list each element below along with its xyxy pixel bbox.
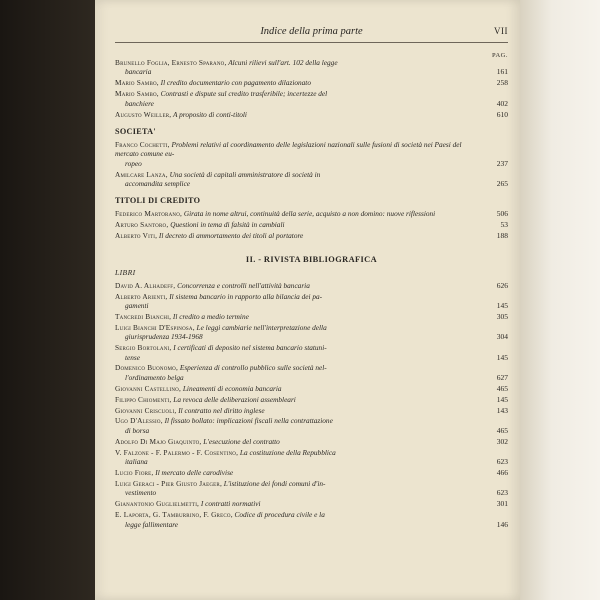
entry-title: I contratti normativi bbox=[199, 499, 261, 509]
running-head-title: Indice della prima parte bbox=[260, 26, 363, 37]
entry-title: Il decreto di ammortamento dei titoli al portatore bbox=[157, 231, 304, 241]
entry-page-number: 301 bbox=[496, 499, 508, 509]
entry-title-continuation: di borsa bbox=[125, 425, 150, 435]
entry-title-continuation: accomandita semplice bbox=[125, 179, 191, 189]
entry-author: Filippo Chiomenti, bbox=[115, 394, 172, 404]
entry-page-number: 265 bbox=[496, 179, 508, 189]
entry-title: Problemi relativi al coordinamento delle legislazioni nazionali sulle fusioni di società nei Paesi del mercato comune eu- bbox=[115, 139, 462, 159]
entry-page-number: 623 bbox=[496, 488, 508, 498]
entry-title: Il mercato delle carodivise bbox=[153, 468, 234, 477]
index-entry bbox=[115, 78, 508, 87]
entry-title: La revoca delle deliberazioni assembleari bbox=[171, 394, 296, 404]
entry-page-number: 623 bbox=[496, 457, 508, 467]
entry-page-number: 626 bbox=[496, 280, 508, 290]
entry-author: Gianantonio Guglielmetti, bbox=[115, 499, 200, 509]
index-entry bbox=[115, 220, 508, 229]
entry-title: Il contratto nel diritto inglese bbox=[176, 405, 265, 415]
entry-title: A proposito di conti-titoli bbox=[171, 109, 247, 119]
entry-author: Tancredi Bianchi, bbox=[115, 311, 172, 321]
entry-author: Alberto Viti, bbox=[115, 231, 158, 241]
index-content bbox=[115, 58, 508, 530]
entry-author: Giovanni Castellino, bbox=[115, 383, 182, 393]
entry-page-number: 610 bbox=[496, 109, 508, 119]
entry-page-number: 145 bbox=[496, 394, 508, 404]
entry-title-continuation: legge fallimentare bbox=[125, 519, 179, 529]
entry-title-continuation: tense bbox=[125, 352, 140, 362]
entry-page-number: 188 bbox=[496, 231, 508, 241]
entry-page-number: 143 bbox=[496, 405, 508, 415]
entry-title: Alcuni rilievi sull'art. 102 della legge bbox=[226, 58, 338, 67]
entry-page-number: 304 bbox=[496, 332, 508, 342]
index-entry bbox=[115, 384, 508, 393]
subsection-heading: LIBRI bbox=[115, 267, 136, 277]
entry-author: Mario Sambo, bbox=[115, 78, 159, 88]
section-heading: TITOLI DI CREDITO bbox=[115, 196, 201, 206]
index-entry bbox=[115, 281, 508, 290]
index-entry bbox=[115, 231, 508, 240]
book-edge-left bbox=[0, 0, 95, 600]
entry-title: Esperienza di controllo pubblico sulle società nel- bbox=[178, 363, 327, 373]
entry-title: Una società di capitali amministratore di società in bbox=[167, 169, 321, 179]
index-entry bbox=[115, 499, 508, 508]
entry-page-number: 53 bbox=[500, 220, 508, 230]
entry-page-number: 258 bbox=[496, 78, 508, 88]
entry-author: Brunello Foglia, Ernesto Sparano, bbox=[115, 58, 227, 67]
entry-title-continuation: ropeo bbox=[125, 158, 142, 168]
index-entry bbox=[115, 323, 508, 342]
entry-author: Federico Martorano, bbox=[115, 209, 183, 219]
index-entry bbox=[115, 209, 508, 218]
index-entry bbox=[115, 448, 508, 467]
index-entry bbox=[115, 468, 508, 477]
entry-title-continuation: italiana bbox=[125, 457, 148, 467]
index-entry bbox=[115, 170, 508, 189]
entry-author: V. Falzone - F. Palermo - F. Cosentino, bbox=[115, 447, 239, 457]
entry-page-number: 465 bbox=[496, 425, 508, 435]
entry-author: Domenico Buonomo, bbox=[115, 363, 179, 373]
entry-title: Il credito a medio termine bbox=[171, 311, 249, 321]
pag-label: PAG. bbox=[491, 52, 508, 59]
entry-author: Mario Sambo, bbox=[115, 89, 159, 99]
entry-title: L'istituzione dei fondi comuni d'in- bbox=[221, 478, 326, 488]
entry-author: E. Laporta, G. Tamburrino, F. Greco, bbox=[115, 510, 233, 520]
entry-page-number: 145 bbox=[496, 352, 508, 362]
index-entry bbox=[115, 416, 508, 435]
index-entry bbox=[115, 58, 508, 77]
entry-title: Il credito documentario con pagamento dilazionato bbox=[158, 78, 311, 88]
entry-title: Lineamenti di economia bancaria bbox=[181, 383, 282, 393]
index-entry bbox=[115, 395, 508, 404]
entry-title-continuation: banchiere bbox=[125, 98, 154, 108]
index-entry bbox=[115, 110, 508, 119]
entry-title: Il fissato bollato: implicazioni fiscali nella contrattazione bbox=[162, 416, 333, 426]
entry-title: Contrasti e dispute sul credito trasferibile; incertezze del bbox=[158, 89, 328, 99]
entry-title-continuation: gamenti bbox=[125, 301, 149, 310]
entry-title: L'esecuzione del contratto bbox=[201, 436, 280, 446]
index-entry bbox=[115, 312, 508, 321]
entry-author: David A. Alhadeff, bbox=[115, 280, 176, 290]
entry-page-number: 627 bbox=[496, 372, 508, 382]
entry-page-number: 237 bbox=[496, 158, 508, 168]
entry-page-number: 302 bbox=[496, 436, 508, 446]
entry-page-number: 146 bbox=[496, 519, 508, 529]
entry-title: Le leggi cambiarie nell'interpretazione della bbox=[194, 322, 327, 332]
entry-author: Sergio Bortolani, bbox=[115, 343, 172, 353]
index-entry bbox=[115, 510, 508, 529]
index-entry bbox=[115, 140, 508, 168]
entry-page-number: 506 bbox=[496, 209, 508, 219]
index-entry bbox=[115, 292, 508, 311]
entry-author: Arturo Santoro, bbox=[115, 220, 169, 230]
entry-page-number: 466 bbox=[496, 468, 508, 477]
entry-page-number: 402 bbox=[496, 98, 508, 108]
entry-author: Amilcare Lanza, bbox=[115, 169, 168, 179]
index-entry bbox=[115, 479, 508, 498]
entry-author: Luigi Bianchi D'Espinosa, bbox=[115, 322, 195, 332]
entry-title-continuation: giurisprudenza 1934-1968 bbox=[125, 332, 203, 342]
entry-author: Adolfo Di Majo Giaquinto, bbox=[115, 436, 202, 446]
entry-author: Augusto Weiller, bbox=[115, 109, 172, 119]
entry-page-number: 465 bbox=[496, 383, 508, 393]
entry-author: Alberto Arienti, bbox=[115, 291, 168, 301]
entry-title: Concorrenza e controlli nell'attività bancaria bbox=[175, 280, 310, 290]
running-head bbox=[115, 26, 508, 43]
entry-title: I certificati di deposito nel sistema bancario statuni- bbox=[171, 343, 327, 353]
entry-page-number: 305 bbox=[496, 311, 508, 321]
section-heading: SOCIETA' bbox=[115, 126, 156, 136]
index-entry bbox=[115, 89, 508, 108]
entry-title: Il sistema bancario in rapporto alla bilancia dei pa- bbox=[167, 291, 323, 301]
entry-author: Franco Cochetti, bbox=[115, 139, 170, 149]
entry-title-continuation: vestimento bbox=[125, 488, 157, 498]
index-entry bbox=[115, 406, 508, 415]
part-heading: II. - RIVISTA BIBLIOGRAFICA bbox=[245, 254, 378, 264]
entry-title-continuation: bancaria bbox=[125, 67, 152, 77]
entry-page-number: 145 bbox=[496, 301, 508, 310]
index-page bbox=[95, 0, 520, 600]
index-entry bbox=[115, 437, 508, 446]
index-entry bbox=[115, 363, 508, 382]
entry-title: Questioni in tema di falsità in cambiali bbox=[168, 220, 285, 230]
entry-author: Lucio Fiore, bbox=[115, 468, 154, 477]
entry-author: Luigi Geraci - Pier Giusto Jaeger, bbox=[115, 478, 222, 488]
entry-author: Ugo D'Alessio, bbox=[115, 416, 163, 426]
entry-title-continuation: l'ordinamento belga bbox=[125, 372, 184, 382]
entry-title: Girata in nome altrui, continuità della serie, acquisto a non domino: nuove riflessioni bbox=[182, 209, 436, 219]
entry-title: La costituzione della Repubblica bbox=[238, 447, 336, 457]
entry-author: Giovanni Criscuoli, bbox=[115, 405, 177, 415]
entry-page-number: 161 bbox=[496, 67, 508, 77]
facing-page-edge bbox=[520, 0, 600, 600]
entry-title: Codice di procedura civile e la bbox=[232, 510, 325, 520]
index-entry bbox=[115, 343, 508, 362]
page-number: VII bbox=[494, 26, 508, 36]
